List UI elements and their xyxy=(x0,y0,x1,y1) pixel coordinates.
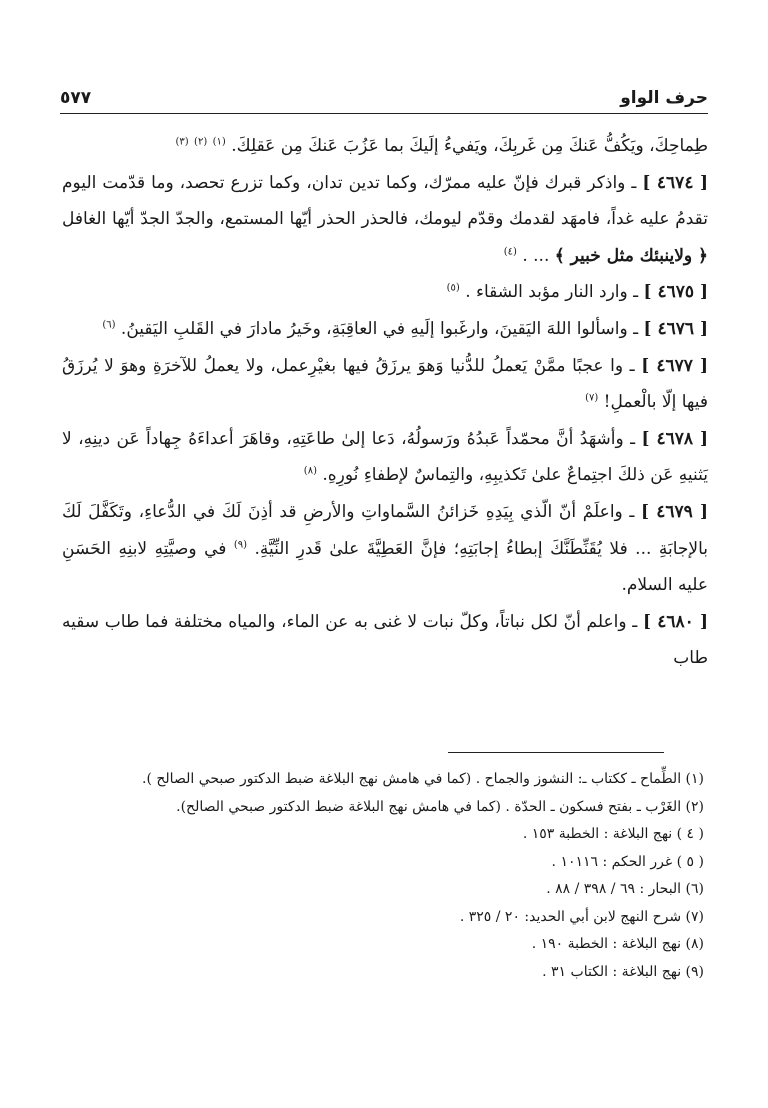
footnote-ref: (٥) xyxy=(446,282,460,294)
paragraph-continuation: طِماحِكَ، ويَكُفُّ عَنكَ مِن غَربِكَ، ويَفيءُ إلَيكَ بما عَزُبَ عَنكَ مِن عَقلِكَ. $^{(١)}$ $^{(٢)}$ $^{(٣)}$ xyxy=(175,136,708,156)
entry-number: [ ٤٦٧٨ ] xyxy=(641,428,708,449)
footnote-item: ( ٤ ) نهج البلاغة : الخطبة ١٥٣ . xyxy=(522,826,704,842)
page-number: ٥٧٧ xyxy=(60,88,92,108)
footnotes xyxy=(62,766,704,986)
entry-4679: [ ٤٦٧٩ ] ـ واعلَمْ أنّ الّذي بِيَدِهِ خَزائنُ السَّماواتِ والأرضِ قد أذِنَ لَكَ في الدُّعاءِ، وتَكَفَّلَ لَكَ بالإجابَةِ ... فلا يُقَنِّطَنَّكَ إبطاءُ إجابَتِهِ؛ فإنَّ العَطِيَّةَ علىٰ قَدرِ النِّيَّةِ. $^{(٩)}$ في وصيَّتِهِ لابنِهِ الحَسَنِ عليه السلام. xyxy=(62,501,709,596)
footnote-ref: (٦) xyxy=(102,319,116,331)
entry-4676: [ ٤٦٧٦ ] ـ واسألوا اللهَ اليَقينَ، وارغَبوا إلَيهِ في العاقِبَةِ، وخَيرُ مادارَ في القَلبِ اليَقينُ. $^{(٦)}$ xyxy=(102,318,708,339)
main-text xyxy=(62,128,708,677)
footnote-ref: (١) xyxy=(212,136,226,148)
footnote-ref: (٣) xyxy=(175,136,189,148)
chapter-title: حرف الواو xyxy=(620,88,708,108)
entry-number: [ ٤٦٧٧ ] xyxy=(641,355,708,376)
footnote-ref: (٧) xyxy=(585,392,599,404)
footnote-item: (٩) نهج البلاغة : الكتاب ٣١ . xyxy=(542,963,704,980)
entry-4675: [ ٤٦٧٥ ] ـ وارد النار مؤبد الشقاء . $^{(٥)}$ xyxy=(446,282,708,303)
entry-4674: [ ٤٦٧٤ ] ـ واذكر قبرك فإنّ عليه ممرّك، وكما تدين تدان، وكما تزرع تحصد، وما قدّمت اليوم تقدمُ عليه غداً، فامهَد لقدمك وقدّم ليومك، فالحذر الحذر أيّها المستمع، والجدّ الجدّ أيّها الغافل ﴿ ولاينبئك مثل خبير ﴾ ... . $^{(٤)}$ xyxy=(62,172,708,266)
footnote-ref: (٩) xyxy=(233,538,248,550)
entry-number: [ ٤٦٧٩ ] xyxy=(641,501,709,522)
footnote-ref: (٤) xyxy=(503,246,517,258)
footnote-item: ( ٥ ) غرر الحكم : ١٠١١٦ . xyxy=(551,853,704,870)
footnote-divider xyxy=(448,752,664,753)
footnote-ref: (٨) xyxy=(303,465,317,477)
entry-number: [ ٤٦٧٦ ] xyxy=(643,318,708,339)
footnote-ref: (٢) xyxy=(194,136,208,148)
entry-number: [ ٤٦٧٥ ] xyxy=(643,282,708,303)
footnote-item: (١) الطِّماح ـ ككتاب ـ: النشوز والجماح . (كما في هامش نهج البلاغة ضبط الدكتور صبحي الصالح ). xyxy=(142,771,704,787)
footnote-item: (٢) الغَرْب ـ بفتح فسكون ـ الحدّة . (كما في هامش نهج البلاغة ضبط الدكتور صبحي الصالح). xyxy=(176,798,704,815)
entry-number: [ ٤٦٨٠ ] xyxy=(642,611,709,632)
footnote-item: (٨) نهج البلاغة : الخطبة ١٩٠ . xyxy=(531,936,704,952)
footnote-item: (٦) البحار : ٦٩ / ٣٩٨ / ٨٨ . xyxy=(546,881,704,897)
entry-4680: [ ٤٦٨٠ ] ـ واعلم أنّ لكل نباتاً، وكلّ نبات لا غنى به عن الماء، والمياه مختلفة فما طاب سقيه طاب xyxy=(62,611,709,669)
entry-number: [ ٤٦٧٤ ] xyxy=(642,172,708,193)
page-header xyxy=(60,78,708,108)
entry-4677: [ ٤٦٧٧ ] ـ وا عجبًا ممَّنْ يَعملُ للدُّنيا وَهوَ يرزَقُ فيها بغيْرِعمل، ولا يعملُ للآخرَةِ وهوَ لا يُرزَقُ فيها إلّا بالْعملِ! $^{(٧)}$ xyxy=(62,355,708,413)
footnote-item: (٧) شرح النهج لابن أبي الحديد: ٢٠ / ٣٢٥ . xyxy=(459,908,704,925)
quran-quote: ﴿ ولاينبئك مثل خبير ﴾ xyxy=(554,245,708,266)
header-divider xyxy=(60,113,708,114)
entry-4678: [ ٤٦٧٨ ] ـ وأشهَدُ أنَّ محمّداً عَبدُهُ ورَسولُهُ، دَعا إلىٰ طاعَتِهِ، وقاهَرَ أعداءَهُ جِهاداً عَن دينِهِ، لا يَثنيهِ عَن ذلكَ اجتِماعٌ علىٰ تَكذيبِهِ، والتِماسٌ لإطفاءِ نُورِهِ. $^{(٨)}$ xyxy=(62,428,708,486)
